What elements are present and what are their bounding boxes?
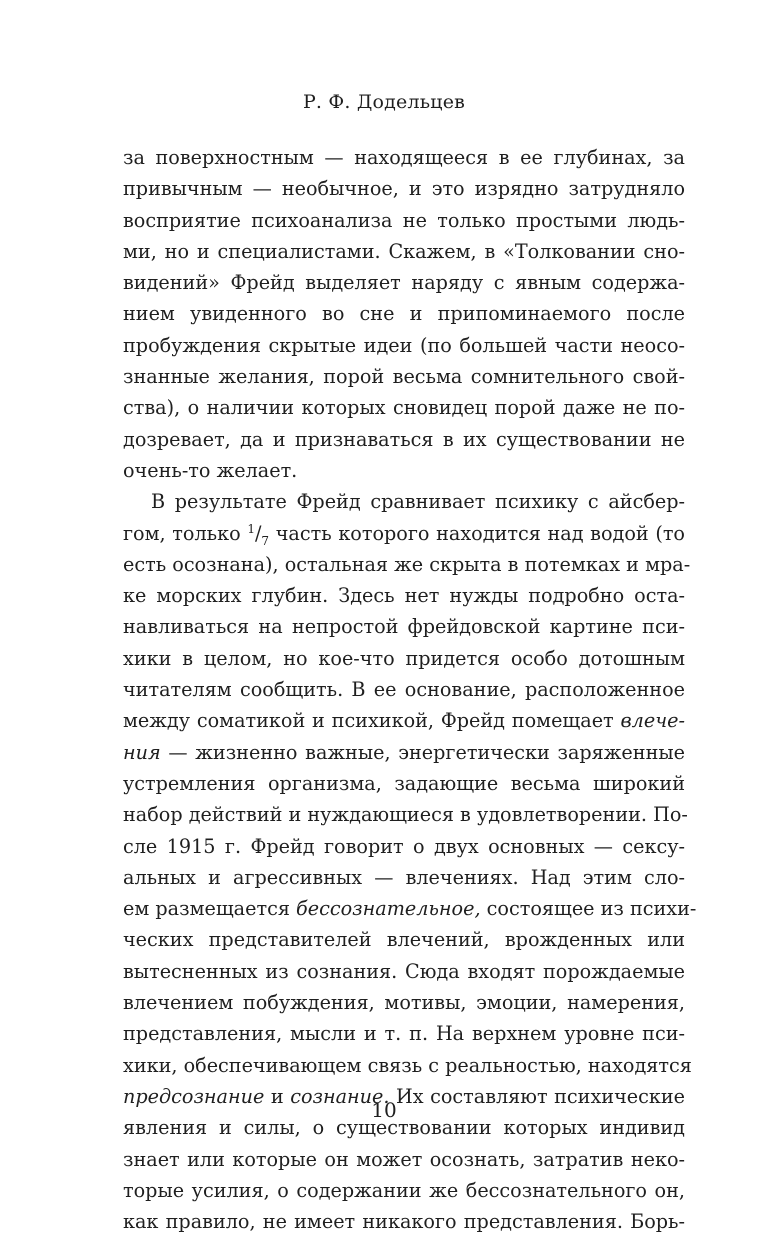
text-run: — жизненно важные, энергетически заряженные [160,740,685,764]
text-line: восприятие психоанализа не только простыми людь- [123,208,685,232]
text-line: хики, обеспечивающем связь с реальностью, находятся [123,1053,692,1077]
italic-term: влече- [620,709,685,733]
text-line: ке морских глубин. Здесь нет нужды подробно оста- [123,584,685,608]
text-line: знанные желания, порой весьма сомнительного свой- [123,365,685,389]
text-line: торые усилия, о содержании же бессознательного он, [123,1178,685,1202]
fraction-denominator: 7 [261,533,270,548]
text-line: знает или которые он может осознать, затратив неко- [123,1147,685,1171]
text-line: за поверхностным — находящееся в ее глубинах, за [123,146,685,169]
text-line: вытесненных из сознания. Сюда входят порождаемые [123,959,685,983]
text-line: как правило, не имеет никакого представления. Борь- [123,1210,685,1234]
text-line: ми, но и специалистами. Скажем, в «Толковании сно- [123,239,685,263]
text-line: ства), о наличии которых сновидец порой даже не по- [123,396,685,420]
text-line: альных и агрессивных — влечениях. Над этим сло- [123,865,685,889]
text-line: хики в целом, но кое-что придется особо дотошным [123,646,685,670]
text-line: читателям сообщить. В ее основание, расположенное [123,678,685,702]
text-line: есть осознана), остальная же скрыта в потемках и мра- [123,552,691,576]
text-line: набор действий и нуждающиеся в удовлетворении. По- [123,803,688,827]
text-run: ем размещается [123,897,297,921]
text-line: В результате Фрейд сравнивает психику с айсбер- [151,490,685,514]
text-line: пробуждения скрытые идеи (по большей части неосо- [123,333,685,357]
text-line [123,518,685,549]
body-text [123,142,697,1237]
text-line [123,737,685,768]
text-line: представления, мысли и т. п. На верхнем уровне пси- [123,1022,685,1046]
page-number: 10 [371,1098,397,1122]
text-line: видений» Фрейд выделяет наряду с явным содержа- [123,271,685,295]
fraction: $^1/_7$ [247,521,270,548]
text-line: навливаться на непростой фрейдовской картине пси- [123,615,685,639]
text-line: привычным — необычное, и это изрядно затрудняло [123,177,685,201]
italic-term: ния [123,740,161,764]
italic-term: предсознание [123,1084,265,1108]
text-run: и [264,1084,291,1108]
text-run: Их составляют психические [389,1084,685,1108]
text-run: гом, только [123,521,248,545]
text-line: дозревает, да и признаваться в их существовании не [123,427,685,451]
text-line: очень-то желает. [123,458,298,482]
text-line: устремления организма, задающие весьма широкий [123,771,685,795]
text-line [123,705,685,736]
text-line: ческих представителей влечений, врожденных или [123,928,685,952]
text-line: влечением побуждения, мотивы, эмоции, намерения, [123,991,685,1015]
italic-term: бессознательное, [296,897,481,921]
text-line: нием увиденного во сне и припоминаемого после [123,302,685,326]
italic-term: сознание. [290,1084,390,1108]
text-line: явления и силы, о существовании которых индивид [123,1116,685,1140]
running-head: Р. Ф. Додельцев [302,91,466,113]
text-line [123,893,697,924]
fraction-numerator: 1 [247,521,255,536]
text-run: часть которого находится над водой (то [269,521,685,545]
text-line: сле 1915 г. Фрейд говорит о двух основных — сексу- [123,834,685,858]
text-run: состоящее из психи- [480,897,697,921]
text-run: между соматикой и психикой, Фрейд помещает [123,709,621,733]
